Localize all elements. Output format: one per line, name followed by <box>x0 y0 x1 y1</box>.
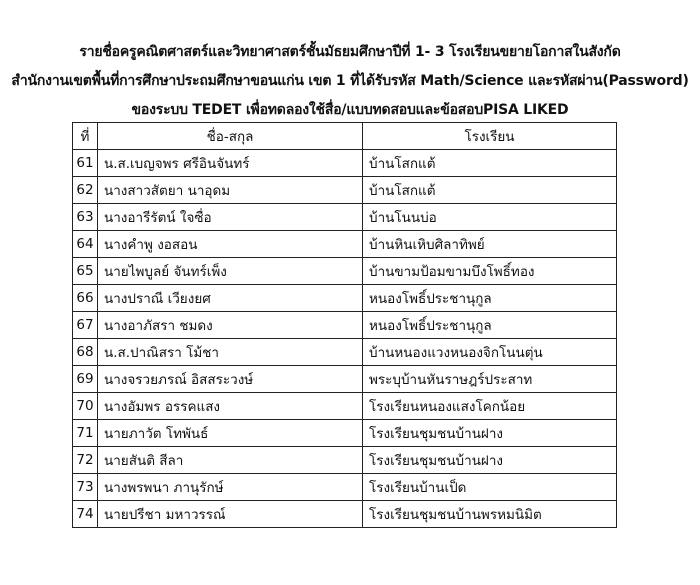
row-number: 74 <box>73 501 98 528</box>
table-row <box>73 258 617 285</box>
row-number: 69 <box>73 366 98 393</box>
document-title-line-1: รายชื่อครูคณิตศาสตร์และวิทยาศาสตร์ชั้นมัธยมศึกษาปีที่ 1- 3 โรงเรียนขยายโอกาสในสังกัด <box>79 44 621 60</box>
table-row <box>73 312 617 339</box>
row-school: บ้านโนนบ่อ <box>363 204 617 231</box>
row-name: นางสาวสัตยา นาอุดม <box>98 177 363 204</box>
row-name: นายสันติ สีลา <box>98 447 363 474</box>
row-school: พระบุบ้านหันราษฎร์ประสาท <box>363 366 617 393</box>
row-school: บ้านโสกแต้ <box>363 150 617 177</box>
table-row <box>73 285 617 312</box>
header-number: ที่ <box>73 123 98 150</box>
row-number: 68 <box>73 339 98 366</box>
row-number: 72 <box>73 447 98 474</box>
table-row <box>73 447 617 474</box>
row-name: นายปรีชา มหาวรรณ์ <box>98 501 363 528</box>
row-school: โรงเรียนชุมชนบ้านพรหมนิมิต <box>363 501 617 528</box>
row-name: นางอัมพร อรรคแสง <box>98 393 363 420</box>
row-school: หนองโพธิ์ประชานุกูล <box>363 312 617 339</box>
row-name: นางพรพนา ภานุรักษ์ <box>98 474 363 501</box>
row-name: น.ส.เบญจพร ศรีอินจันทร์ <box>98 150 363 177</box>
row-name: นายภาวัต โทพันธ์ <box>98 420 363 447</box>
row-name: น.ส.ปาณิสรา โม้ชา <box>98 339 363 366</box>
row-school: หนองโพธิ์ประชานุกูล <box>363 285 617 312</box>
row-school: บ้านโสกแต้ <box>363 177 617 204</box>
row-school: บ้านหินเหิบศิลาทิพย์ <box>363 231 617 258</box>
document-title-line-3: ของระบบ TEDET เพื่อทดลองใช้สื่อ/แบบทดสอบและข้อสอบPISA LIKED <box>131 102 569 118</box>
row-number: 71 <box>73 420 98 447</box>
row-school: โรงเรียนบ้านเป็ด <box>363 474 617 501</box>
row-school: โรงเรียนชุมชนบ้านฝาง <box>363 420 617 447</box>
row-number: 61 <box>73 150 98 177</box>
table-row <box>73 150 617 177</box>
row-school: โรงเรียนหนองแสงโคกน้อย <box>363 393 617 420</box>
row-number: 64 <box>73 231 98 258</box>
table-row <box>73 501 617 528</box>
table-row <box>73 204 617 231</box>
table-row <box>73 339 617 366</box>
row-name: นางจรวยภรณ์ อิสสระวงษ์ <box>98 366 363 393</box>
table-row <box>73 474 617 501</box>
header-school: โรงเรียน <box>363 123 617 150</box>
row-number: 63 <box>73 204 98 231</box>
document-title-line-2: สำนักงานเขตพื้นที่การศึกษาประถมศึกษาขอนแก่น เขต 1 ที่ได้รับรหัส Math/Science และรหัสผ่าน(Password) <box>11 73 689 89</box>
table-row <box>73 420 617 447</box>
header-name: ชื่อ-สกุล <box>98 123 363 150</box>
row-name: นางอารีรัตน์ ใจซื่อ <box>98 204 363 231</box>
row-number: 62 <box>73 177 98 204</box>
table-row <box>73 231 617 258</box>
row-school: บ้านหนองแวงหนองจิกโนนตุ่น <box>363 339 617 366</box>
row-name: นางคำพู งอสอน <box>98 231 363 258</box>
row-name: นางปราณี เวียงยศ <box>98 285 363 312</box>
table-row <box>73 366 617 393</box>
row-number: 70 <box>73 393 98 420</box>
teacher-table <box>72 122 617 528</box>
row-number: 73 <box>73 474 98 501</box>
row-school: โรงเรียนชุมชนบ้านฝาง <box>363 447 617 474</box>
row-number: 65 <box>73 258 98 285</box>
table-row <box>73 177 617 204</box>
row-number: 66 <box>73 285 98 312</box>
row-number: 67 <box>73 312 98 339</box>
table-header-row <box>73 123 617 150</box>
row-name: นายไพบูลย์ จันทร์เพ็ง <box>98 258 363 285</box>
row-name: นางอาภัสรา ชมดง <box>98 312 363 339</box>
table-row <box>73 393 617 420</box>
row-school: บ้านขามป้อมขามบึงโพธิ์ทอง <box>363 258 617 285</box>
